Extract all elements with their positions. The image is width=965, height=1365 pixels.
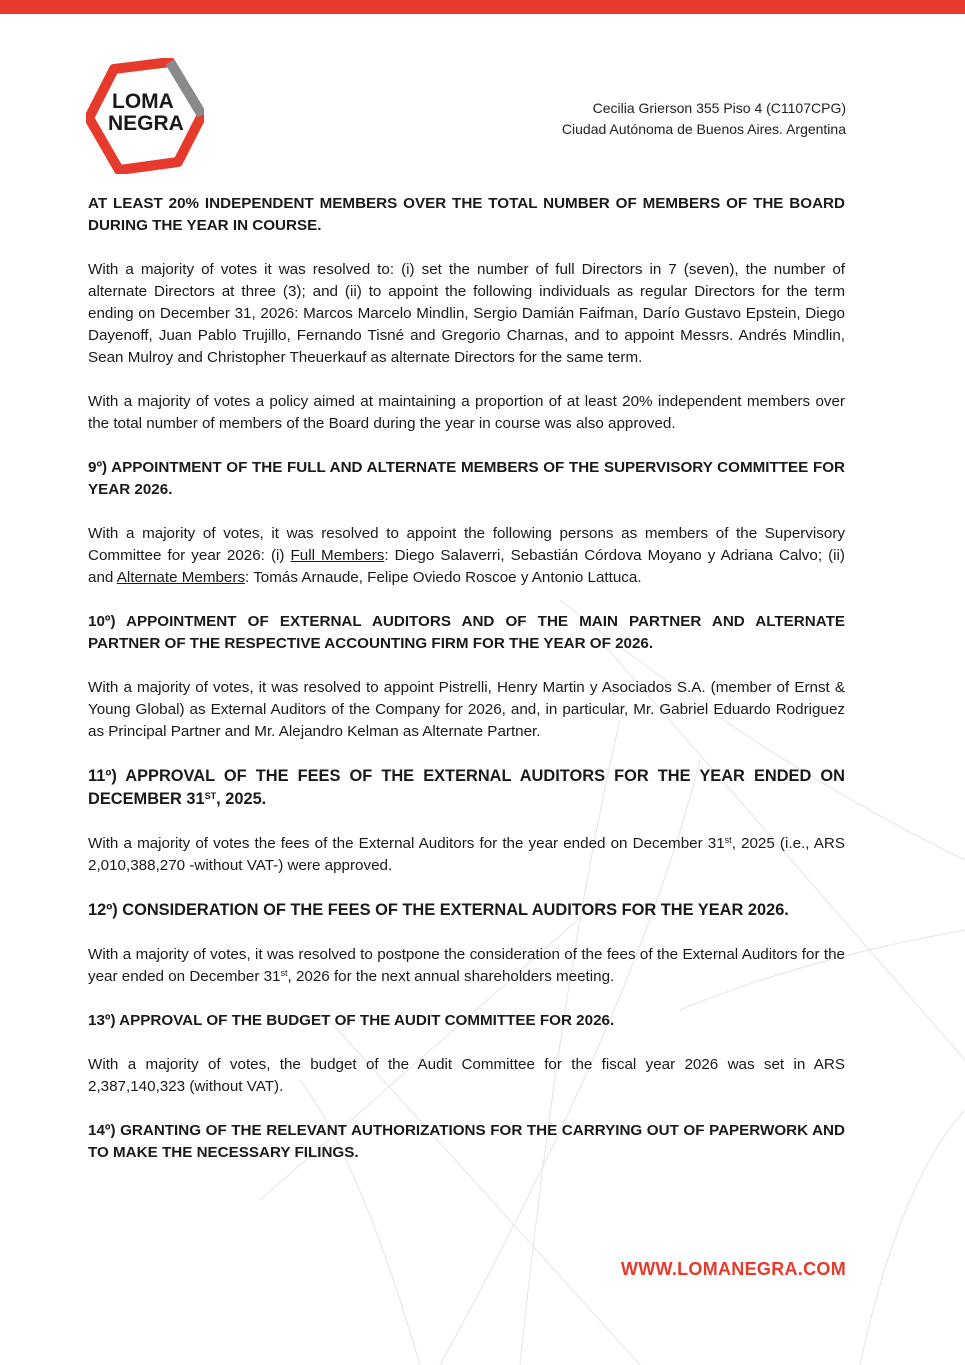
paragraph [88,944,845,988]
text-span: : Diego Salaverri, Sebastián Córdova Moyano y Adriana Calvo; (ii) and [88,547,845,586]
section-heading: AT LEAST 20% INDEPENDENT MEMBERS OVER THE TOTAL NUMBER OF MEMBERS OF THE BOARD DURING THE YEAR IN COURSE. [88,195,845,234]
section-heading-12: 12º) CONSIDERATION OF THE FEES OF THE EXTERNAL AUDITORS FOR THE YEAR 2026. [88,901,789,919]
text-span: : Tomás Arnaude, Felipe Oviedo Roscoe y Antonio Lattuca. [245,569,642,586]
paragraph: With a majority of votes it was resolved to: (i) set the number of full Directors in 7 (seven), the number of alternate Directors at three (3); and (ii) to appoint the following individuals as regular Directors for the term ending on December 31, 2026: Marcos Marcelo Mindlin, Sergio Damián Faifman, Darío Gustavo Epstein, Diego Dayenoff, Juan Pablo Trujillo, Fernando Tisné and Gregorio Charnas, and to appoint Messrs. Andrés Mindlin, Sean Mulroy and Christopher Theuerkauf as alternate Directors for the same term. [88,261,845,366]
address-line-1: Cecilia Grierson 355 Piso 4 (C1107CPG) [592,100,846,116]
paragraph: With a majority of votes, the budget of the Audit Committee for the fiscal year 2026 was set in ARS 2,387,140,323 (without VAT). [88,1056,845,1095]
text-span: With a majority of votes the fees of the External Auditors for the year ended on December 31 [88,835,725,852]
loma-negra-logo [86,58,204,174]
text-span: With a majority of votes, it was resolved to postpone the consideration of the fees of the External Auditors for the year ended on December 31 [88,946,845,985]
ordinal-suffix: st [724,835,732,845]
section-heading-14: 14º) GRANTING OF THE RELEVANT AUTHORIZATIONS FOR THE CARRYING OUT OF PAPERWORK AND TO MAKE THE NECESSARY FILINGS. [88,1122,845,1161]
section-heading-10: 10º) APPOINTMENT OF EXTERNAL AUDITORS AND OF THE MAIN PARTNER AND ALTERNATE PARTNER OF THE RESPECTIVE ACCOUNTING FIRM FOR THE YEAR OF 2026. [88,613,845,652]
text-span: , 2025 (i.e., ARS 2,010,388,270 -without VAT-) were approved. [88,835,845,874]
full-members-label: Full Members [290,547,385,564]
svg-text:LOMA: LOMA [112,90,174,113]
website-link[interactable]: WWW.LOMANEGRA.COM [620,1259,846,1279]
svg-text:NEGRA: NEGRA [108,112,184,135]
ordinal-suffix: st [280,968,288,978]
paragraph-supervisory-committee [88,523,845,589]
text-span: , 2026 for the next annual shareholders meeting. [287,968,615,985]
text-span: 11º) APPROVAL OF THE FEES OF THE EXTERNAL AUDITORS FOR THE YEAR ENDED ON DECEMBER 31 [88,767,845,808]
alternate-members-label: Alternate Members [116,569,246,586]
paragraph [88,833,845,877]
company-address [562,98,846,140]
section-heading-13: 13º) APPROVAL OF THE BUDGET OF THE AUDIT COMMITTEE FOR 2026. [88,1012,615,1029]
text-span: , 2025. [216,790,267,808]
paragraph: With a majority of votes a policy aimed at maintaining a proportion of at least 20% independent members over the total number of members of the Board during the year in course was also approved. [88,393,845,432]
paragraph: With a majority of votes, it was resolved to appoint Pistrelli, Henry Martin y Asociados S.A. (member of Ernst & Young Global) as External Auditors of the Company for 2026, and, in particular, Mr. Gabriel Eduardo Rodriguez as Principal Partner and Mr. Alejandro Kelman as Alternate Partner. [88,679,845,740]
document-body [88,193,845,1186]
address-line-2: Ciudad Autónoma de Buenos Aires. Argentina [561,121,846,137]
section-heading-9: 9º) APPOINTMENT OF THE FULL AND ALTERNATE MEMBERS OF THE SUPERVISORY COMMITTEE FOR YEAR 2026. [88,459,845,498]
text-span: With a majority of votes, it was resolved to appoint the following persons as members of the Supervisory Committee for year 2026: (i) [88,525,845,564]
ordinal-suffix: ST [204,791,217,801]
section-heading-11 [88,765,845,811]
top-accent-bar [0,0,965,14]
